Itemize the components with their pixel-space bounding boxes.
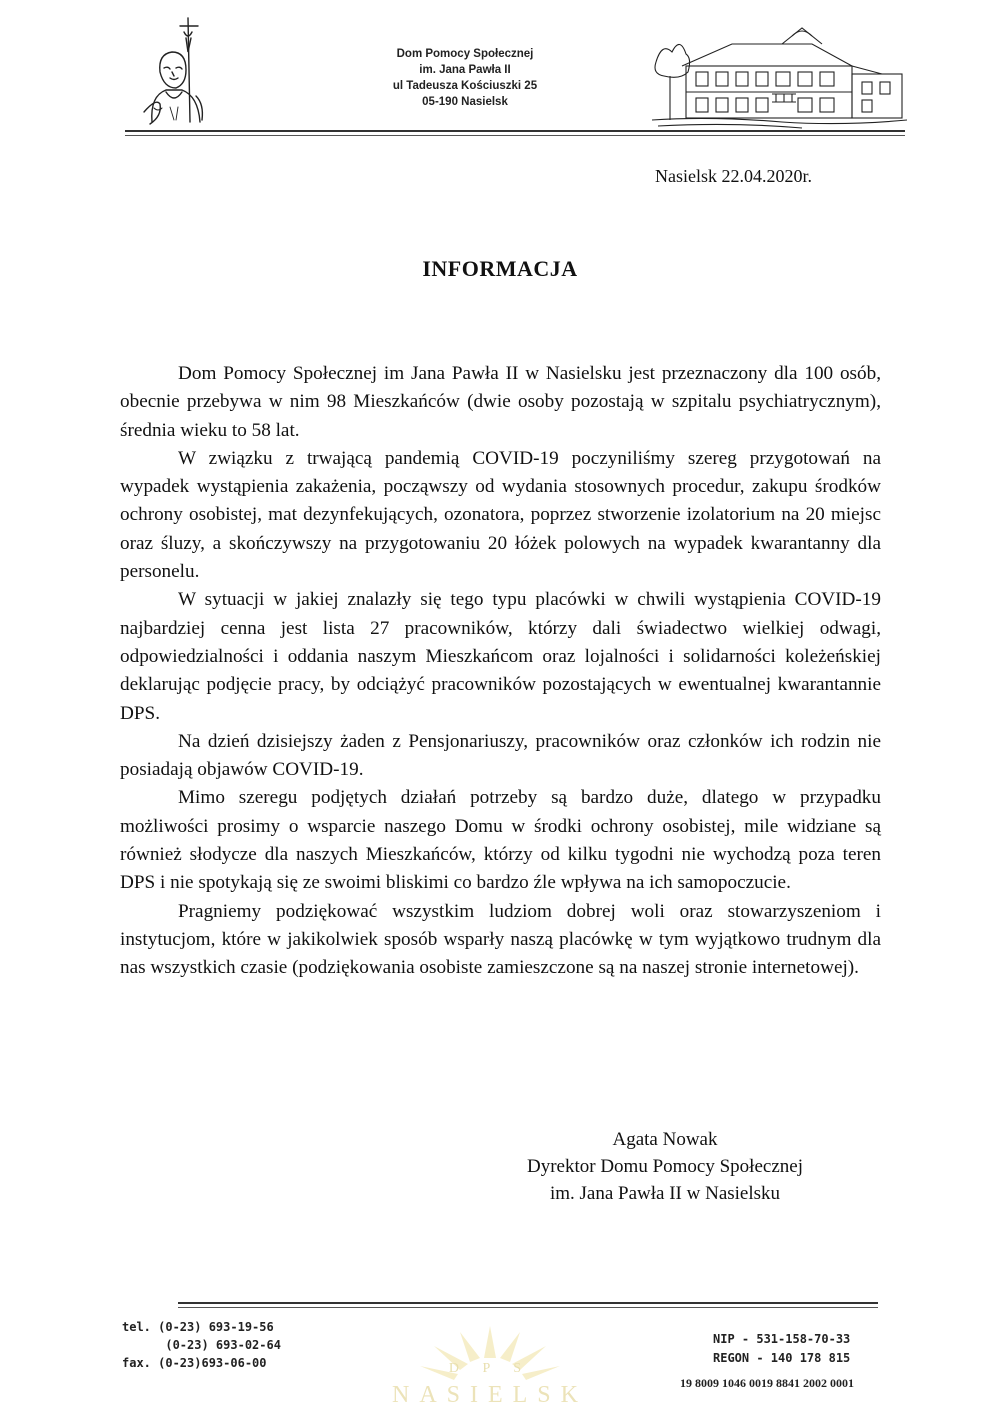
dps-watermark-logo [330, 1318, 650, 1408]
signer-institution: im. Jana Pawła II w Nasielsku [549, 1183, 781, 1204]
signature-block [495, 1126, 835, 1207]
nip-number: NIP - 531-158-70-33 [713, 1332, 851, 1346]
regon-number: REGON - 140 178 815 [713, 1351, 851, 1365]
letter-body [120, 360, 881, 983]
footer-rule [178, 1302, 878, 1304]
bank-account-number: 19 8009 1046 0019 8841 2002 0001 [680, 1376, 854, 1390]
document-title: INFORMACJA [422, 256, 578, 281]
footer-rule-thin [178, 1307, 878, 1308]
building-sketch [652, 22, 907, 130]
header-rule [125, 130, 905, 132]
fax-line: fax. (0-23)693-06-00 [122, 1356, 267, 1370]
signer-name: Agata Nowak [612, 1129, 718, 1150]
paragraph-facility: Dom Pomocy Społecznej im Jana Pawła II w Nasielsku jest przeznaczony dla 100 osób, obecnie przebywa w nim 98 Mieszkańców (dwie osoby pozostają w szpitalu psychiatrycznym), średnia wieku to 58 lat. [120, 363, 881, 441]
letter-date: Nasielsk 22.04.2020r. [655, 166, 812, 186]
institution-address-block [330, 46, 600, 110]
paragraph-preparations: W związku z trwającą pandemią COVID-19 poczyniliśmy szereg przygotowań na wypadek wystąpienia zakażenia, począwszy od wydania stosownych procedur, zakupu środków ochrony osobistej, mat dezynfekujących, ozonatora, poprzez stworzenie izolatorium na 20 miejsc oraz śluzy, a skończywszy na przygotowaniu 20 łóżek polowych na wypadek kwarantanny dla personelu. [120, 447, 881, 583]
header-rule-thin [125, 135, 905, 136]
paragraph-request: Mimo szeregu podjętych działań potrzeby są bardzo duże, dlatego w przypadku możliwości prosimy o wsparcie naszego Domu w środki ochrony osobistej, mile widziane są również słodycze dla naszych Mieszkańców, którzy od kilku tygodni nie wychodzą poza teren DPS i nie spotykają się ze swoimi bliskimi co bardzo źle wpływa na ich samopoczucie. [120, 787, 881, 894]
watermark-city-text: NASIELSK [391, 1382, 589, 1408]
registration-numbers [713, 1330, 850, 1368]
header-line-street: ul Tadeusza Kościuszki 25 [392, 80, 538, 92]
paragraph-thanks: Pragniemy podziękować wszystkim ludziom dobrej woli oraz stowarzyszeniom i instytucjom, które w jakikolwiek sposób wsparły naszą placówkę w tym wyjątkowo trudnym dla nas wszystkich czasie (podziękowania osobiste zamieszczone są na naszej stronie internetowej). [120, 900, 881, 979]
header-line-patron: im. Jana Pawła II [419, 64, 511, 76]
header-line-name: Dom Pomocy Społecznej [396, 48, 534, 60]
pope-portrait-sketch [130, 12, 240, 127]
paragraph-staff: W sytuacji w jakiej znalazły się tego typu placówki w chwili wystąpienia COVID-19 najbardziej cenna jest lista 27 pracowników, którzy dali świadectwo wielkiej odwagi, odpowiedzialności i oddania naszym Mieszkańcom oraz lojalności i solidarności koleżeńskiej deklarując podjęcie pracy, by odciążyć pracowników pozostających w ewentualnej kwarantannie DPS. [120, 589, 881, 724]
paragraph-status: Na dzień dzisiejszy żaden z Pensjonariuszy, pracowników oraz członków ich rodzin nie posiadają objawów COVID-19. [120, 730, 881, 781]
signer-position: Dyrektor Domu Pomocy Społecznej [527, 1156, 803, 1177]
contact-phones [122, 1318, 281, 1372]
header-line-city: 05-190 Nasielsk [422, 96, 508, 108]
phone-line-1: tel. (0-23) 693-19-56 [122, 1320, 274, 1334]
phone-line-2: (0-23) 693-02-64 [122, 1338, 281, 1352]
watermark-dps-text: D P S [448, 1361, 532, 1376]
